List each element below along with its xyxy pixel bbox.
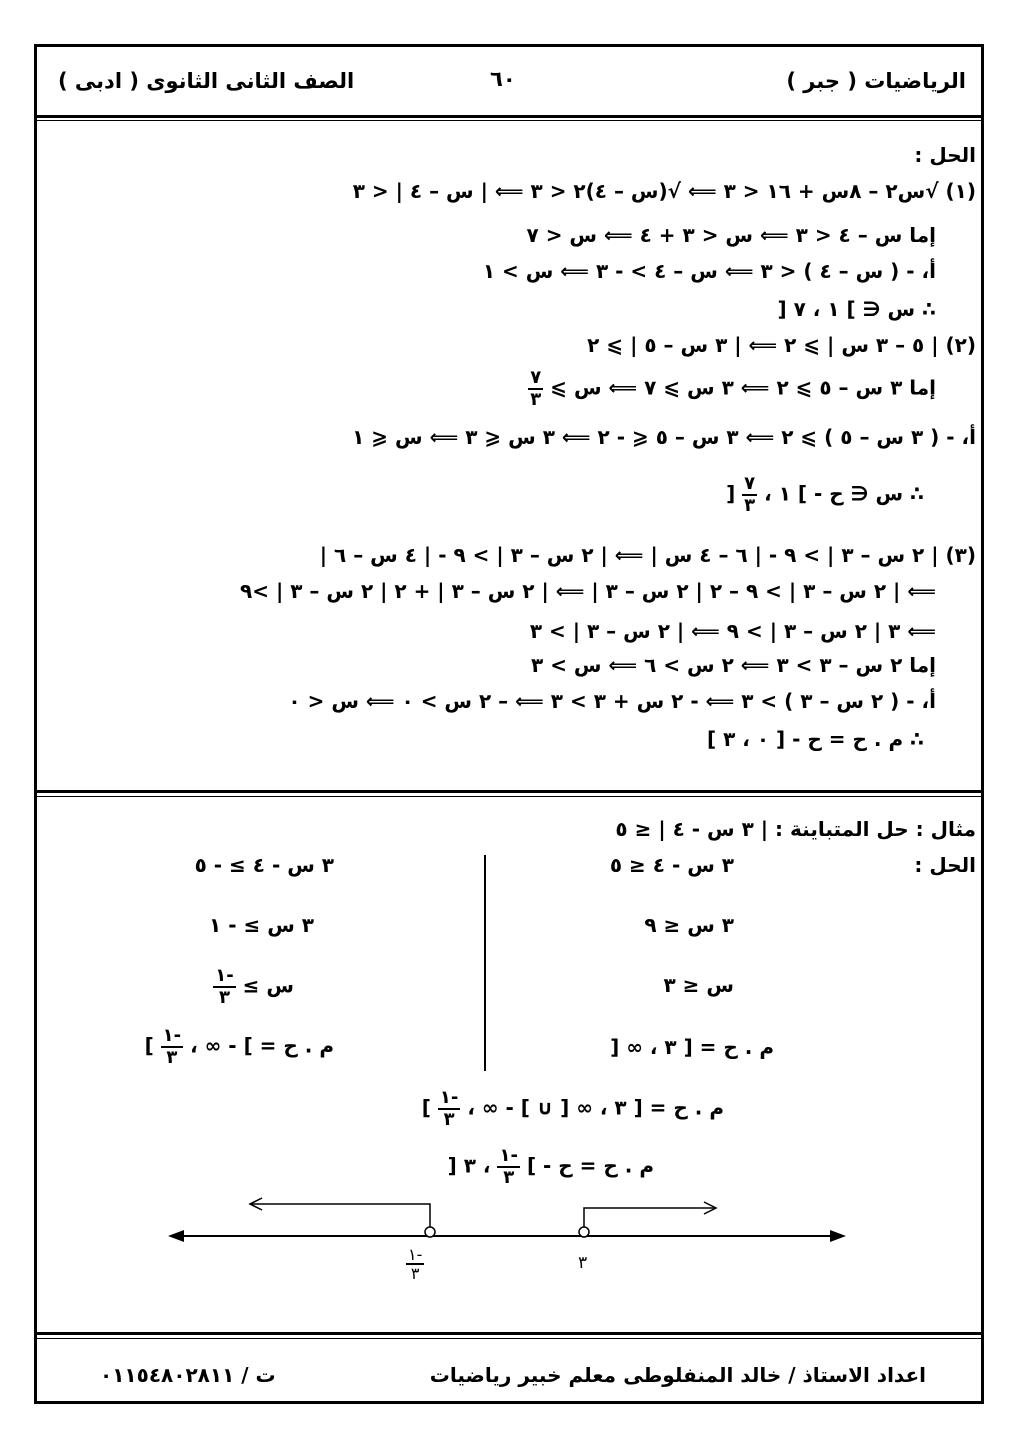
solution-title: الحل : (914, 143, 976, 167)
left-l4-text: م . ح = ] - ∞ ، (190, 1033, 334, 1058)
p3-line2: ⟸ | ٢ س – ٣ | > ٩ – ٢ | ٢ س – ٣ | ⟸ | ٢ س – ٣ | + ٢ | ٢ س – ٣ | >٩ (240, 579, 936, 603)
union-line (422, 1088, 724, 1130)
p3-line1: (٣) | ٢ س – ٣ | > ٩ - | ٦ – ٤ س | ⟸ | ٢ س – ٣ | > ٩ - | ٤ س – ٦ | (319, 543, 976, 567)
final-text: م . ح = ح - ] (526, 1153, 654, 1178)
axis-right-arrow (830, 1230, 846, 1242)
label-neg-third (406, 1246, 424, 1282)
header-grade: الصف الثانى الثانوى ( ادبى ) (58, 69, 355, 93)
footer-divider (37, 1332, 981, 1335)
p2-line4-end: [ (726, 481, 736, 506)
section-divider-thin (37, 796, 981, 797)
right-l1: ٣ س - ٤ ≤ ٥ (609, 853, 734, 877)
header-divider-thin (37, 120, 981, 121)
p2-line2-text: إما ٣ س – ٥ ⩾ ٢ ⟸ ٣ س ⩾ ٧ ⟸ س ⩾ (550, 375, 936, 400)
columns-divider (484, 855, 486, 1071)
p2-line4-fraction (742, 474, 757, 516)
right-l3: س ≤ ٣ (663, 973, 734, 997)
final-fraction (497, 1146, 519, 1188)
p3-line4: إما ٢ س – ٣ > ٣ ⟸ ٢ س > ٦ ⟸ س > ٣ (531, 653, 936, 677)
footer-phone: ت / ٠١١٥٤٨٠٢٨١١ (100, 1363, 276, 1387)
right-l2: ٣ س ≤ ٩ (644, 913, 734, 937)
footer-role: معلم خبير رياضيات (429, 1363, 616, 1387)
footer-author: اعداد الاستاذ / خالد المنفلوطى (623, 1363, 926, 1387)
left-l3-frac-num: -١ (215, 965, 234, 986)
p2-line3: أ، - ( ٣ س – ٥ ) ⩾ ٢ ⟸ ٣ س – ٥ ⩽ - ٢ ⟸ ٣ س ⩽ ٣ ⟸ س ⩽ ١ (352, 425, 976, 449)
label-three: ٣ (578, 1253, 588, 1273)
union-frac-num: -١ (439, 1087, 459, 1108)
final-line (448, 1146, 654, 1188)
union-fraction (438, 1088, 460, 1130)
p2-line4 (726, 474, 924, 516)
p3-line5: أ، - ( ٢ س – ٣ ) > ٣ ⟸ - ٢ س + ٣ > ٣ ⟸ – ٢ س > ٠ ⟸ س < ٠ (288, 689, 936, 713)
left-l3-fraction (213, 966, 235, 1008)
left-l2: ٣ س ≥ - ١ (209, 913, 314, 937)
right-l4: م . ح = [ ٣ ، ∞ [ (610, 1035, 774, 1059)
final-frac-num: -١ (499, 1145, 518, 1166)
number-line (160, 1190, 860, 1300)
p3-line6: ∴ م . ح = ح - [ ٠ ، ٣ ] (707, 727, 924, 751)
left-l3-frac-den: ٣ (218, 987, 230, 1008)
page-number: ٦٠ (490, 67, 516, 91)
label-neg-third-fraction (406, 1246, 424, 1282)
section-divider (37, 790, 981, 793)
right-ray (584, 1208, 716, 1236)
left-ray (250, 1204, 430, 1236)
p1-line4: ∴ س ∈ ] ١ ، ٧ [ (777, 297, 936, 321)
example-title: مثال : حل المتباينة : | ٣ س - ٤ | ≤ ٥ (615, 817, 976, 841)
p2-frac-num: ٧ (530, 367, 542, 388)
left-l4-frac-den: ٣ (166, 1047, 178, 1068)
p2-line4-text: ∴ س ∈ ح - ] ١ ، (764, 481, 924, 506)
p1-line1: (١) √س٢ – ٨س + ١٦ < ٣ ⟸ √(س – ٤)٢ < ٣ ⟸ | س – ٤ | < ٣ (352, 179, 976, 203)
left-l1: ٣ س - ٤ ≥ - ٥ (194, 853, 334, 877)
p1-line2: إما س – ٤ < ٣ ⟸ س < ٣ + ٤ ⟸ س < ٧ (526, 223, 936, 247)
left-l3-text: س ≥ (242, 973, 294, 998)
left-l4-fraction (161, 1026, 183, 1068)
footer-divider-thin (37, 1338, 981, 1339)
p1-line3: أ، - ( س – ٤ ) < ٣ ⟸ س – ٤ > - ٣ ⟸ س > ١ (482, 259, 936, 283)
label-frac-den: ٣ (410, 1264, 420, 1283)
union-frac-den: ٣ (443, 1109, 455, 1130)
left-l4-end: ] (144, 1033, 154, 1058)
header-subject: الرياضيات ( جبر ) (786, 69, 966, 93)
example-solution-label: الحل : (914, 853, 976, 877)
p2-line1: (٢) | ٥ – ٣ س | ⩾ ٢ ⟸ | ٣ س – ٥ | ⩾ ٢ (587, 333, 976, 357)
left-l4 (145, 1026, 334, 1068)
p2-fraction (528, 368, 543, 410)
p3-line3: ⟸ ٣ | ٢ س – ٣ | > ٩ ⟸ | ٢ س – ٣ | > ٣ (529, 619, 936, 643)
union-text: م . ح = [ ٣ ، ∞ [ ∪ ] - ∞ ، (467, 1095, 724, 1120)
point-three (579, 1227, 589, 1237)
p2-line4-frac-den: ٣ (744, 495, 756, 516)
final-frac-den: ٣ (503, 1167, 515, 1188)
p2-line4-frac-num: ٧ (744, 473, 756, 494)
final-end: ، ٣ [ (447, 1153, 491, 1178)
left-l3 (213, 966, 294, 1008)
point-neg-third (425, 1227, 435, 1237)
p2-frac-den: ٣ (530, 389, 542, 410)
axis-left-arrow (168, 1230, 184, 1242)
p2-line2 (528, 368, 936, 410)
header-divider (37, 115, 981, 118)
union-end: ] (421, 1095, 431, 1120)
left-l4-frac-num: -١ (162, 1025, 182, 1046)
label-frac-num: ١- (408, 1245, 423, 1264)
